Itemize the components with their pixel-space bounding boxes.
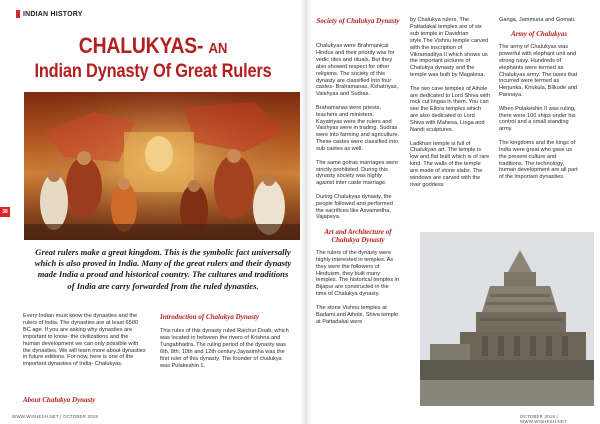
intro-heading: Introduction of Chalukya Dynasty: [160, 313, 259, 321]
art-paragraph: The stone Vishnu temples at Badami and Aihole, Shiva temple at Pattadakal were: [316, 304, 399, 325]
title-small: AN: [208, 40, 228, 57]
rivers-line: Ganga, Jammuna and Gomati.: [499, 17, 576, 23]
column-4: [410, 17, 490, 195]
column-5: [499, 17, 579, 188]
art-heading: Art and Architecture of Chalukya Dynasty: [324, 227, 392, 245]
column-2: [160, 328, 292, 376]
temple-paragraph: The two cave temples of Aihole are dedicated to Lord Shiva with rock cut lingas in them. You can see the Ellora temples which are also dedicated to Lord Shiva with Mahesa, Linga and Nandi sculptures.: [410, 85, 490, 134]
temple-illustration: [420, 232, 594, 406]
art-paragraph: The rulers of the dynasty were highly interested in temples. As they were the followers of Hinduism, they built many temples. The historical temples in Bijapur are constructed in the time of Chalukya dynasty.: [316, 249, 399, 298]
footer-left: WWW.WISHESH.NET | OCTOBER 2019: [12, 414, 99, 419]
temple-paragraph: by Chalukya rulers. The Pattadakal temples are of six sub temple in Davidrian style.The Vishnu temple carved with the inscription of Vikramaditya II which shows us the important pictures of Chalukya dynasty and the temple was built by Magalesa.: [410, 17, 488, 79]
about-heading: About Chalukya Dynasty: [23, 396, 96, 404]
society-paragraph: Brahamanas were priests, teachers and ministers. Kayatriyas were the rulers and Vaishyas were in trading. Sudras were into farming and agriculture. These castes were classified into sub castes as well.: [316, 104, 400, 153]
section-tag: [16, 10, 83, 18]
society-paragraph: During Chalukyas dynasty, the people followed and performed the sacrifices like Asvamedha, Vajapeya.: [316, 193, 393, 221]
intro-text: This rules of this dynasty ruled Raichur Doab, which was located in between the rivers of Krishna and Tungabhadra. The ruling period of the dynasty was 6th, 8th, 10th and 12th century.Jayasimha was the first ruler of this dynasty. The founder of chalukya was Pulakeshin 1.: [160, 328, 289, 369]
title-main: CHALUKYAS-: [78, 33, 204, 58]
footer-right: OCTOBER 2019 | WWW.WISHESH.NET: [520, 414, 567, 424]
army-paragraph: When Pulakeshin II was ruling, there were 100 ships under his control and a small standing army.: [499, 105, 576, 133]
temple-paragraph: Ladkhan temple is full of Chalukyan art. The temple is low and flat built which is of rare kind. The walls of the temple are made of stone slabs. The windows are carved with the river goddess: [410, 140, 490, 188]
section-marker-icon: [16, 10, 20, 18]
temple-photo: [420, 232, 594, 406]
image-caption: Great rulers make a great kingdom. This is the symbolic fact universally which is also proved in India. Many of the great rulers and their dynasty made India a proud and historical country. The cultures and traditions of India are carry forwarded from the ruled dynasties.: [34, 247, 292, 291]
column-1: [23, 313, 147, 375]
army-paragraph: The kingdoms and the kings of India were great who gave us the present culture and traditions. The technology, human development are all part of the important dynasties.: [499, 139, 578, 181]
society-heading: Society of Chalukya Dynasty: [316, 17, 400, 25]
article-title-line1: [18, 33, 287, 59]
royal-court-painting: [24, 92, 300, 240]
section-tag-label: INDIAN HISTORY: [23, 10, 83, 18]
intro-paragraph: Every Indian must know the dynasties and the rulers of India. The dynasties are at least 6500 BC age. If you are asking why dynasties are important to know- the civilizations and the human development we can only possible with the dynasties. We will learn more about dynasties in future editions. For now, here is one of the important dynasties of India- Chalukyas.: [23, 313, 146, 368]
page-gutter: [300, 0, 312, 424]
society-paragraph: The same gotras marriages were strictly prohibited. During this dynasty society was highly against inter caste marriage.: [316, 159, 399, 187]
painting-illustration: [24, 92, 300, 240]
page-number: 38: [0, 207, 10, 217]
column-3: [316, 43, 400, 332]
army-paragraph: The army of Chalukyas was powerful with elephant unit and strong navy. Hundreds of elephants were termed as Chalukyas army. The taxes that incurred were termed as Herjunka, Kirukula, Bilkode and Pannaya.: [499, 43, 578, 99]
article-title-line2: Indian Dynasty Of Great Rulers: [34, 60, 272, 82]
society-paragraph: Chalukyas were Brahmanical Hindus and their priority was for vedic rites and rituals. But they also showed respect for other religions. The society of this dynasty are classified into four castes- Brahamanas, Kshatriyas, Vaishyas and Sudras.: [316, 43, 399, 98]
army-heading: Army of Chalukyas: [510, 30, 567, 39]
